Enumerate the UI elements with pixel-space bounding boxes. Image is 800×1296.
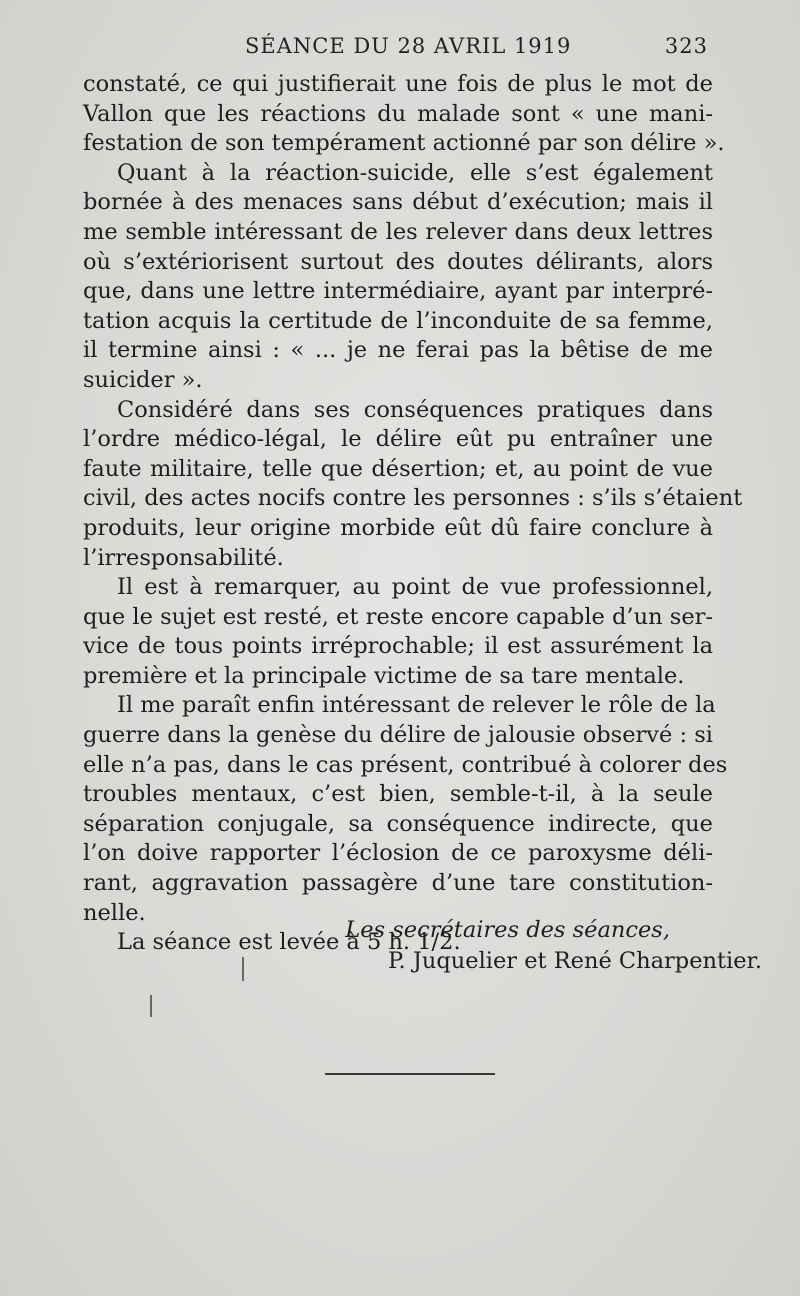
running-title: SÉANCE DU 28 AVRIL 1919 — [245, 34, 572, 58]
stray-mark — [150, 995, 152, 1017]
text-line: bornée à des menaces sans début d’exécution; mais il — [83, 189, 713, 216]
stray-mark — [242, 957, 244, 981]
text-line: que le sujet est resté, et reste encore capable d’un ser- — [83, 603, 713, 630]
text-line: l’ordre médico-légal, le délire eût pu entraîner une — [83, 426, 713, 453]
text-line: produits, leur origine morbide eût dû faire conclure à — [83, 514, 713, 541]
text-line: que, dans une lettre intermédiaire, ayant par interpré- — [83, 278, 713, 305]
text-line: il termine ainsi : « ... je ne ferai pas la bêtise de me — [83, 337, 713, 364]
text-line: Il me paraît enfin intéressant de relever le rôle de la — [117, 692, 716, 719]
text-line: suicider ». — [83, 366, 203, 393]
closing-rule — [325, 1073, 495, 1075]
text-line: rant, aggravation passagère d’une tare constitution- — [83, 870, 713, 897]
text-line: Vallon que les réactions du malade sont « une mani- — [83, 100, 713, 127]
text-line: nelle. — [83, 899, 146, 926]
text-line: troubles mentaux, c’est bien, semble-t-il, à la seule — [83, 781, 713, 808]
body-text — [83, 70, 743, 958]
text-line: l’irresponsabilité. — [83, 544, 284, 571]
signature-names-text: P. Juquelier et René Charpentier. — [387, 948, 762, 974]
page-header — [0, 34, 800, 64]
text-line: guerre dans la genèse du délire de jalousie observé : si — [83, 722, 713, 749]
text-line: elle n’a pas, dans le cas présent, contribué à colorer des — [83, 751, 728, 778]
text-line: tation acquis la certitude de l’inconduite de sa femme, — [83, 307, 713, 334]
text-line: première et la principale victime de sa tare mentale. — [83, 662, 685, 689]
text-line: Quant à la réaction-suicide, elle s’est également — [117, 159, 713, 186]
text-line: faute militaire, telle que désertion; et, au point de vue — [83, 455, 713, 482]
closing-line: La séance est levée à 5 h. 1/2. — [117, 929, 461, 956]
text-line: vice de tous points irréprochable; il est assurément la — [83, 633, 713, 660]
text-line: où s’extériorisent surtout des doutes délirants, alors — [83, 248, 713, 275]
text-line: Considéré dans ses conséquences pratiques dans — [117, 396, 713, 423]
text-line: séparation conjugale, sa conséquence indirecte, que — [83, 810, 713, 837]
text-line: l’on doive rapporter l’éclosion de ce paroxysme déli- — [83, 840, 713, 867]
text-line: festation de son tempérament actionné par son délire ». — [83, 130, 725, 157]
signature-title-text: Les secrétaires des séances, — [345, 917, 670, 943]
page-number: 323 — [664, 34, 708, 58]
text-line: Il est à remarquer, au point de vue professionnel, — [117, 574, 713, 601]
text-line: civil, des actes nocifs contre les personnes : s’ils s’étaient — [83, 485, 743, 512]
text-line: constaté, ce qui justifierait une fois de plus le mot de — [83, 71, 713, 97]
text-line: me semble intéressant de les relever dans deux lettres — [83, 218, 713, 245]
